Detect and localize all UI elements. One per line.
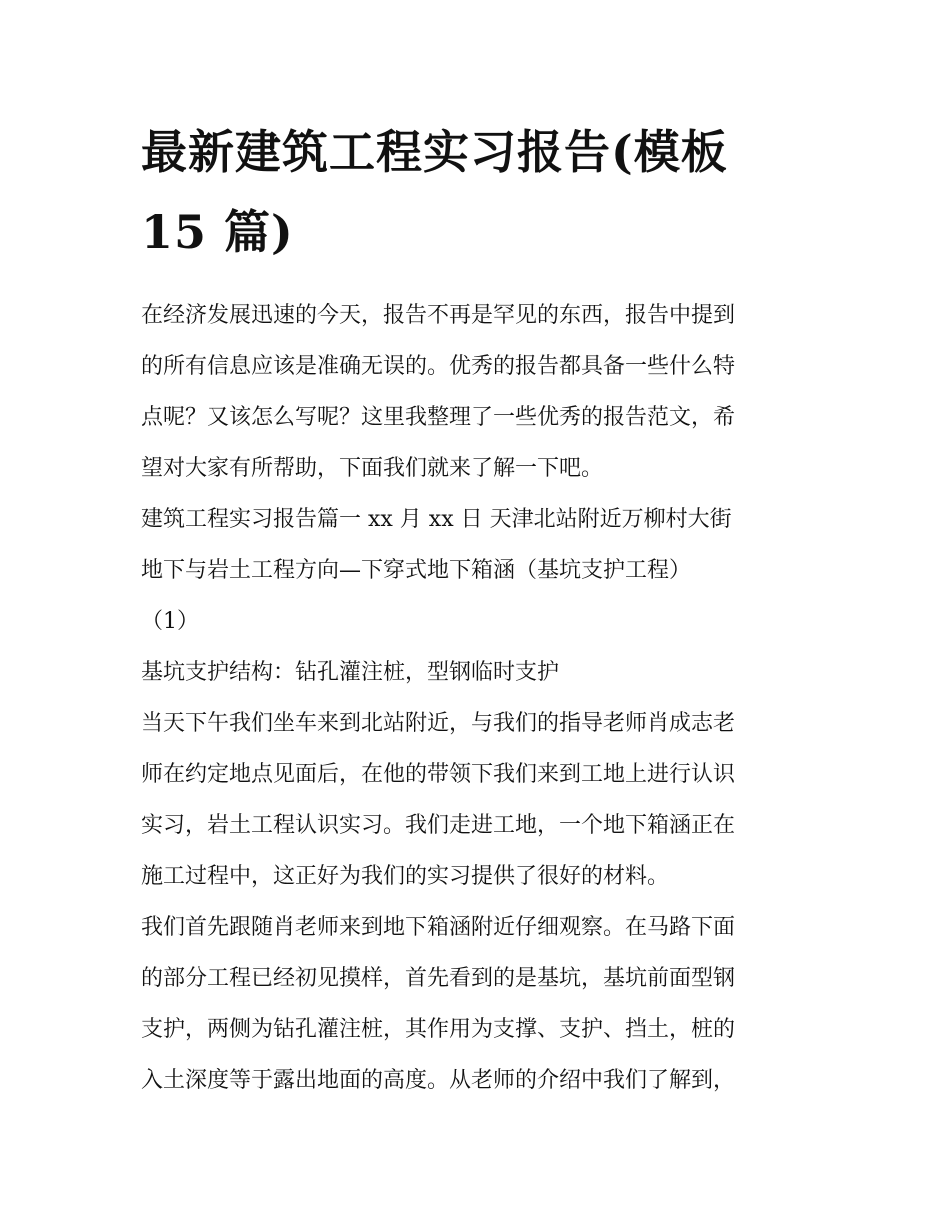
text-line: 地下与岩土工程方向—下穿式地下箱涵（基坑支护工程）	[141, 558, 692, 583]
paragraph-support-structure	[141, 647, 813, 698]
paragraph-direction	[141, 545, 813, 596]
text-line: 在经济发展迅速的今天，报告不再是罕见的东西，报告中提到	[141, 303, 736, 328]
document-body	[141, 290, 813, 1106]
text-line: 师在约定地点见面后，在他的带领下我们来到工地上进行认识	[141, 762, 736, 787]
text-line: 当天下午我们坐车来到北站附近，与我们的指导老师肖成志老	[141, 711, 736, 736]
text-line: 我们首先跟随肖老师来到地下箱涵附近仔细观察。在马路下面	[141, 915, 736, 940]
paragraph-intro	[141, 290, 813, 494]
document-page	[141, 112, 813, 1106]
text-line: 的部分工程已经初见摸样，首先看到的是基坑，基坑前面型钢	[141, 966, 736, 991]
text-line: 点呢？又该怎么写呢？这里我整理了一些优秀的报告范文，希	[141, 405, 736, 430]
text-line: 实习，岩土工程认识实习。我们走进工地，一个地下箱涵正在	[141, 813, 736, 838]
text-line: 支护，两侧为钻孔灌注桩，其作用为支撑、支护、挡土，桩的	[141, 1017, 736, 1042]
document-title	[141, 112, 813, 272]
text-line: 入土深度等于露出地面的高度。从老师的介绍中我们了解到，	[141, 1068, 736, 1093]
text-line: 望对大家有所帮助，下面我们就来了解一下吧。	[141, 456, 604, 481]
paragraph-site-visit	[141, 698, 813, 902]
title-line-1: 最新建筑工程实习报告(模板	[141, 125, 728, 179]
text-line: 的所有信息应该是准确无误的。优秀的报告都具备一些什么特	[141, 354, 736, 379]
text-line: 施工过程中，这正好为我们的实习提供了很好的材料。	[141, 864, 670, 889]
text-line: （1）	[141, 609, 199, 634]
paragraph-item-number	[141, 596, 813, 647]
text-line: 建筑工程实习报告篇一 xx 月 xx 日 天津北站附近万柳村大街	[141, 507, 732, 532]
paragraph-report-heading	[141, 494, 813, 545]
paragraph-observation	[141, 902, 813, 1106]
title-line-2: 15 篇)	[141, 205, 294, 259]
text-line: 基坑支护结构：钻孔灌注桩，型钢临时支护	[141, 660, 560, 685]
